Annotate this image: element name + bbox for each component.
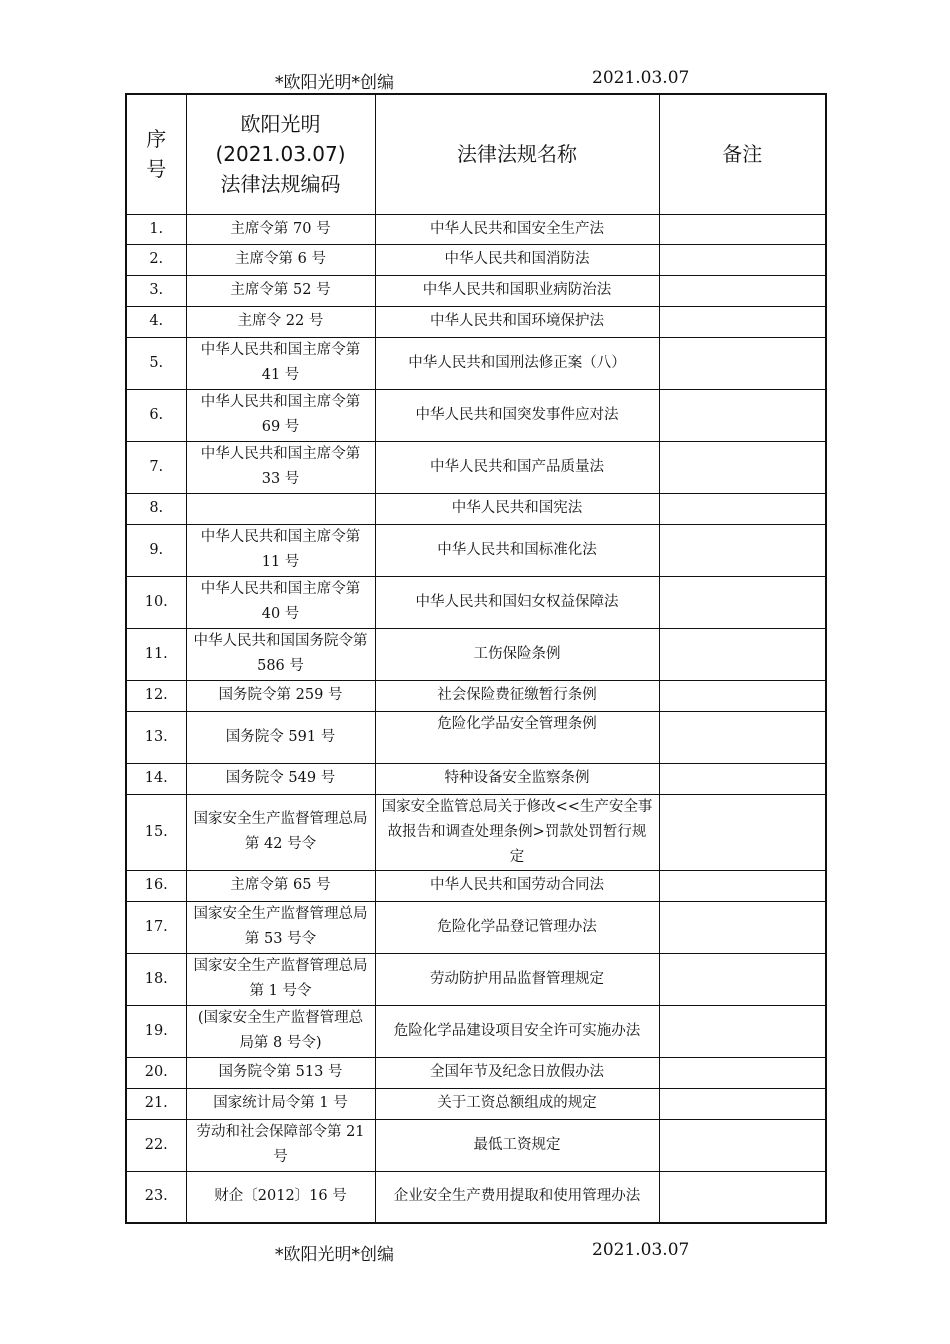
- regulation-code: 国务院令 591 号: [186, 711, 375, 763]
- row-number: 9.: [126, 524, 186, 576]
- regulation-note: [659, 1005, 826, 1057]
- row-number: 10.: [126, 576, 186, 628]
- row-number: 1.: [126, 214, 186, 244]
- table-row: [126, 441, 826, 493]
- regulation-note: [659, 953, 826, 1005]
- table-row: [126, 214, 826, 244]
- regulation-name: 中华人民共和国突发事件应对法: [375, 389, 659, 441]
- regulation-note: [659, 870, 826, 901]
- regulation-code: 主席令第 6 号: [186, 244, 375, 275]
- regulation-name: 中华人民共和国刑法修正案（八）: [375, 337, 659, 389]
- regulation-name: 全国年节及纪念日放假办法: [375, 1057, 659, 1088]
- table-row: [126, 953, 826, 1005]
- regulation-note: [659, 524, 826, 576]
- row-number: 23.: [126, 1171, 186, 1223]
- regulation-note: [659, 337, 826, 389]
- row-number: 8.: [126, 493, 186, 524]
- row-number: 18.: [126, 953, 186, 1005]
- row-number: 6.: [126, 389, 186, 441]
- regulation-code: 国家统计局令第 1 号: [186, 1088, 375, 1119]
- regulation-note: [659, 389, 826, 441]
- table-row: [126, 1119, 826, 1171]
- regulation-note: [659, 275, 826, 306]
- regulation-code: 中华人民共和国主席令第 41 号: [186, 337, 375, 389]
- table-row: [126, 711, 826, 763]
- regulation-name: 危险化学品登记管理办法: [375, 901, 659, 953]
- regulation-note: [659, 493, 826, 524]
- regulation-code: 劳动和社会保障部令第 21 号: [186, 1119, 375, 1171]
- regulation-name: 国家安全监管总局关于修改<<生产安全事故报告和调查处理条例>罚款处罚暂行规定: [375, 794, 659, 870]
- regulation-code: [186, 493, 375, 524]
- table-row: [126, 493, 826, 524]
- regulation-name: 中华人民共和国消防法: [375, 244, 659, 275]
- regulation-code: 国务院令 549 号: [186, 763, 375, 794]
- regulation-note: [659, 244, 826, 275]
- regulation-note: [659, 1088, 826, 1119]
- regulation-name: 中华人民共和国职业病防治法: [375, 275, 659, 306]
- regulation-code: 中华人民共和国主席令第 11 号: [186, 524, 375, 576]
- regulation-note: [659, 1171, 826, 1223]
- footer-author: *欧阳光明*创编: [275, 1245, 394, 1265]
- regulation-code: 主席令第 65 号: [186, 870, 375, 901]
- table-row: [126, 628, 826, 680]
- regulation-note: [659, 1119, 826, 1171]
- regulation-name: 特种设备安全监察条例: [375, 763, 659, 794]
- table-row: [126, 1171, 826, 1223]
- row-number: 4.: [126, 306, 186, 337]
- regulation-note: [659, 680, 826, 711]
- regulation-code: 国家安全生产监督管理总局第 53 号令: [186, 901, 375, 953]
- regulation-name: 劳动防护用品监督管理规定: [375, 953, 659, 1005]
- table-body: [126, 214, 826, 1223]
- table-row: [126, 1057, 826, 1088]
- regulation-note: [659, 214, 826, 244]
- regulation-code: 主席令 22 号: [186, 306, 375, 337]
- row-number: 15.: [126, 794, 186, 870]
- regulation-name: 危险化学品建设项目安全许可实施办法: [375, 1005, 659, 1057]
- regulation-name: 工伤保险条例: [375, 628, 659, 680]
- regulation-code: 中华人民共和国主席令第 69 号: [186, 389, 375, 441]
- table-row: [126, 794, 826, 870]
- regulations-table: [125, 93, 827, 1224]
- row-number: 19.: [126, 1005, 186, 1057]
- row-number: 22.: [126, 1119, 186, 1171]
- row-number: 7.: [126, 441, 186, 493]
- regulation-name: 企业安全生产费用提取和使用管理办法: [375, 1171, 659, 1223]
- table-row: [126, 1088, 826, 1119]
- regulation-note: [659, 711, 826, 763]
- regulation-note: [659, 901, 826, 953]
- row-number: 13.: [126, 711, 186, 763]
- regulation-code: 国务院令第 513 号: [186, 1057, 375, 1088]
- regulation-note: [659, 628, 826, 680]
- row-number: 11.: [126, 628, 186, 680]
- table-row: [126, 901, 826, 953]
- regulation-name: 社会保险费征缴暂行条例: [375, 680, 659, 711]
- table-header-row: [126, 94, 826, 214]
- regulation-code: (国家安全生产监督管理总局第 8 号令): [186, 1005, 375, 1057]
- table-row: [126, 337, 826, 389]
- regulation-code: 主席令第 52 号: [186, 275, 375, 306]
- header-author: *欧阳光明*创编: [275, 73, 394, 93]
- regulation-name: 中华人民共和国标准化法: [375, 524, 659, 576]
- regulation-code: 主席令第 70 号: [186, 214, 375, 244]
- regulation-code: 国家安全生产监督管理总局第 1 号令: [186, 953, 375, 1005]
- page-header: [0, 68, 950, 92]
- col-name-header: 法律法规名称: [375, 94, 659, 214]
- table-row: [126, 763, 826, 794]
- table-row: [126, 275, 826, 306]
- row-number: 2.: [126, 244, 186, 275]
- row-number: 14.: [126, 763, 186, 794]
- regulation-code: 财企〔2012〕16 号: [186, 1171, 375, 1223]
- regulation-name: 中华人民共和国安全生产法: [375, 214, 659, 244]
- table-row: [126, 1005, 826, 1057]
- row-number: 20.: [126, 1057, 186, 1088]
- table-row: [126, 524, 826, 576]
- table-row: [126, 244, 826, 275]
- regulation-note: [659, 794, 826, 870]
- header-date: 2021.03.07: [592, 68, 690, 88]
- regulation-name: 危险化学品安全管理条例: [375, 711, 659, 763]
- regulation-name: 中华人民共和国环境保护法: [375, 306, 659, 337]
- col-seq-header: 序 号: [126, 94, 186, 214]
- regulation-note: [659, 306, 826, 337]
- regulation-name: 中华人民共和国产品质量法: [375, 441, 659, 493]
- regulation-note: [659, 763, 826, 794]
- regulation-name: 中华人民共和国劳动合同法: [375, 870, 659, 901]
- table-row: [126, 306, 826, 337]
- row-number: 17.: [126, 901, 186, 953]
- row-number: 3.: [126, 275, 186, 306]
- regulation-note: [659, 576, 826, 628]
- row-number: 16.: [126, 870, 186, 901]
- col-code-header: 欧阳光明 (2021.03.07) 法律法规编码: [186, 94, 375, 214]
- regulation-code: 中华人民共和国国务院令第 586 号: [186, 628, 375, 680]
- regulation-code: 中华人民共和国主席令第 40 号: [186, 576, 375, 628]
- row-number: 5.: [126, 337, 186, 389]
- table-row: [126, 576, 826, 628]
- row-number: 21.: [126, 1088, 186, 1119]
- regulation-note: [659, 1057, 826, 1088]
- regulation-name: 关于工资总额组成的规定: [375, 1088, 659, 1119]
- regulation-note: [659, 441, 826, 493]
- col-note-header: 备注: [659, 94, 826, 214]
- regulation-name: 中华人民共和国宪法: [375, 493, 659, 524]
- page-footer: [0, 1240, 950, 1264]
- regulation-code: 国家安全生产监督管理总局第 42 号令: [186, 794, 375, 870]
- table-row: [126, 389, 826, 441]
- regulation-code: 中华人民共和国主席令第 33 号: [186, 441, 375, 493]
- row-number: 12.: [126, 680, 186, 711]
- regulation-name: 中华人民共和国妇女权益保障法: [375, 576, 659, 628]
- footer-date: 2021.03.07: [592, 1240, 690, 1260]
- regulation-code: 国务院令第 259 号: [186, 680, 375, 711]
- table-row: [126, 680, 826, 711]
- regulation-name: 最低工资规定: [375, 1119, 659, 1171]
- table-row: [126, 870, 826, 901]
